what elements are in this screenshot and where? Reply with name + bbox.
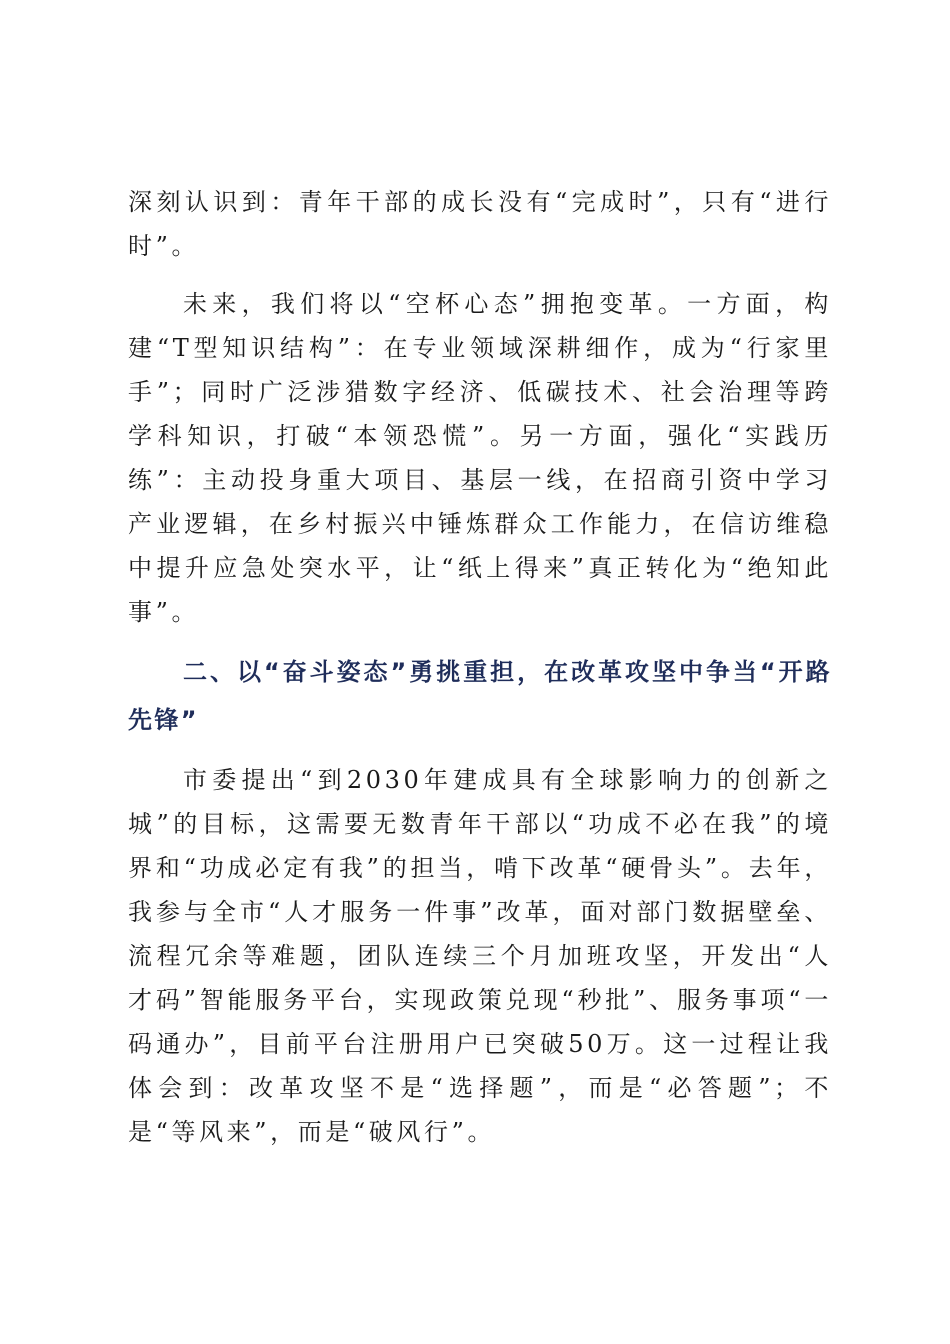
document-body: [128, 180, 832, 1168]
paragraph-future-plans: 未来，我们将以“空杯心态”拥抱变革。一方面，构建“T型知识结构”：在专业领域深耕细作，成为“行家里手”；同时广泛涉猎数字经济、低碳技术、社会治理等跨学科知识，打破“本领恐慌”。另一方面，强化“实践历练”：主动投身重大项目、基层一线，在招商引资中学习产业逻辑，在乡村振兴中锤炼群众工作能力，在信访维稳中提升应急处突水平，让“纸上得来”真正转化为“绝知此事”。: [128, 290, 832, 626]
paragraph-continuation: 深刻认识到：青年干部的成长没有“完成时”，只有“进行时”。: [128, 188, 832, 260]
paragraph-reform: 市委提出“到2030年建成具有全球影响力的创新之城”的目标，这需要无数青年干部以“功成不必在我”的境界和“功成必定有我”的担当，啃下改革“硬骨头”。去年，我参与全市“人才服务一件事”改革，面对部门数据壁垒、流程冗余等难题，团队连续三个月加班攻坚，开发出“人才码”智能服务平台，实现政策兑现“秒批”、服务事项“一码通办”，目前平台注册用户已突破50万。这一过程让我体会到：改革攻坚不是“选择题”，而是“必答题”；不是“等风来”，而是“破风行”。: [128, 766, 832, 1146]
section-heading: 二、以“奋斗姿态”勇挑重担，在改革攻坚中争当“开路先锋”: [128, 658, 832, 734]
